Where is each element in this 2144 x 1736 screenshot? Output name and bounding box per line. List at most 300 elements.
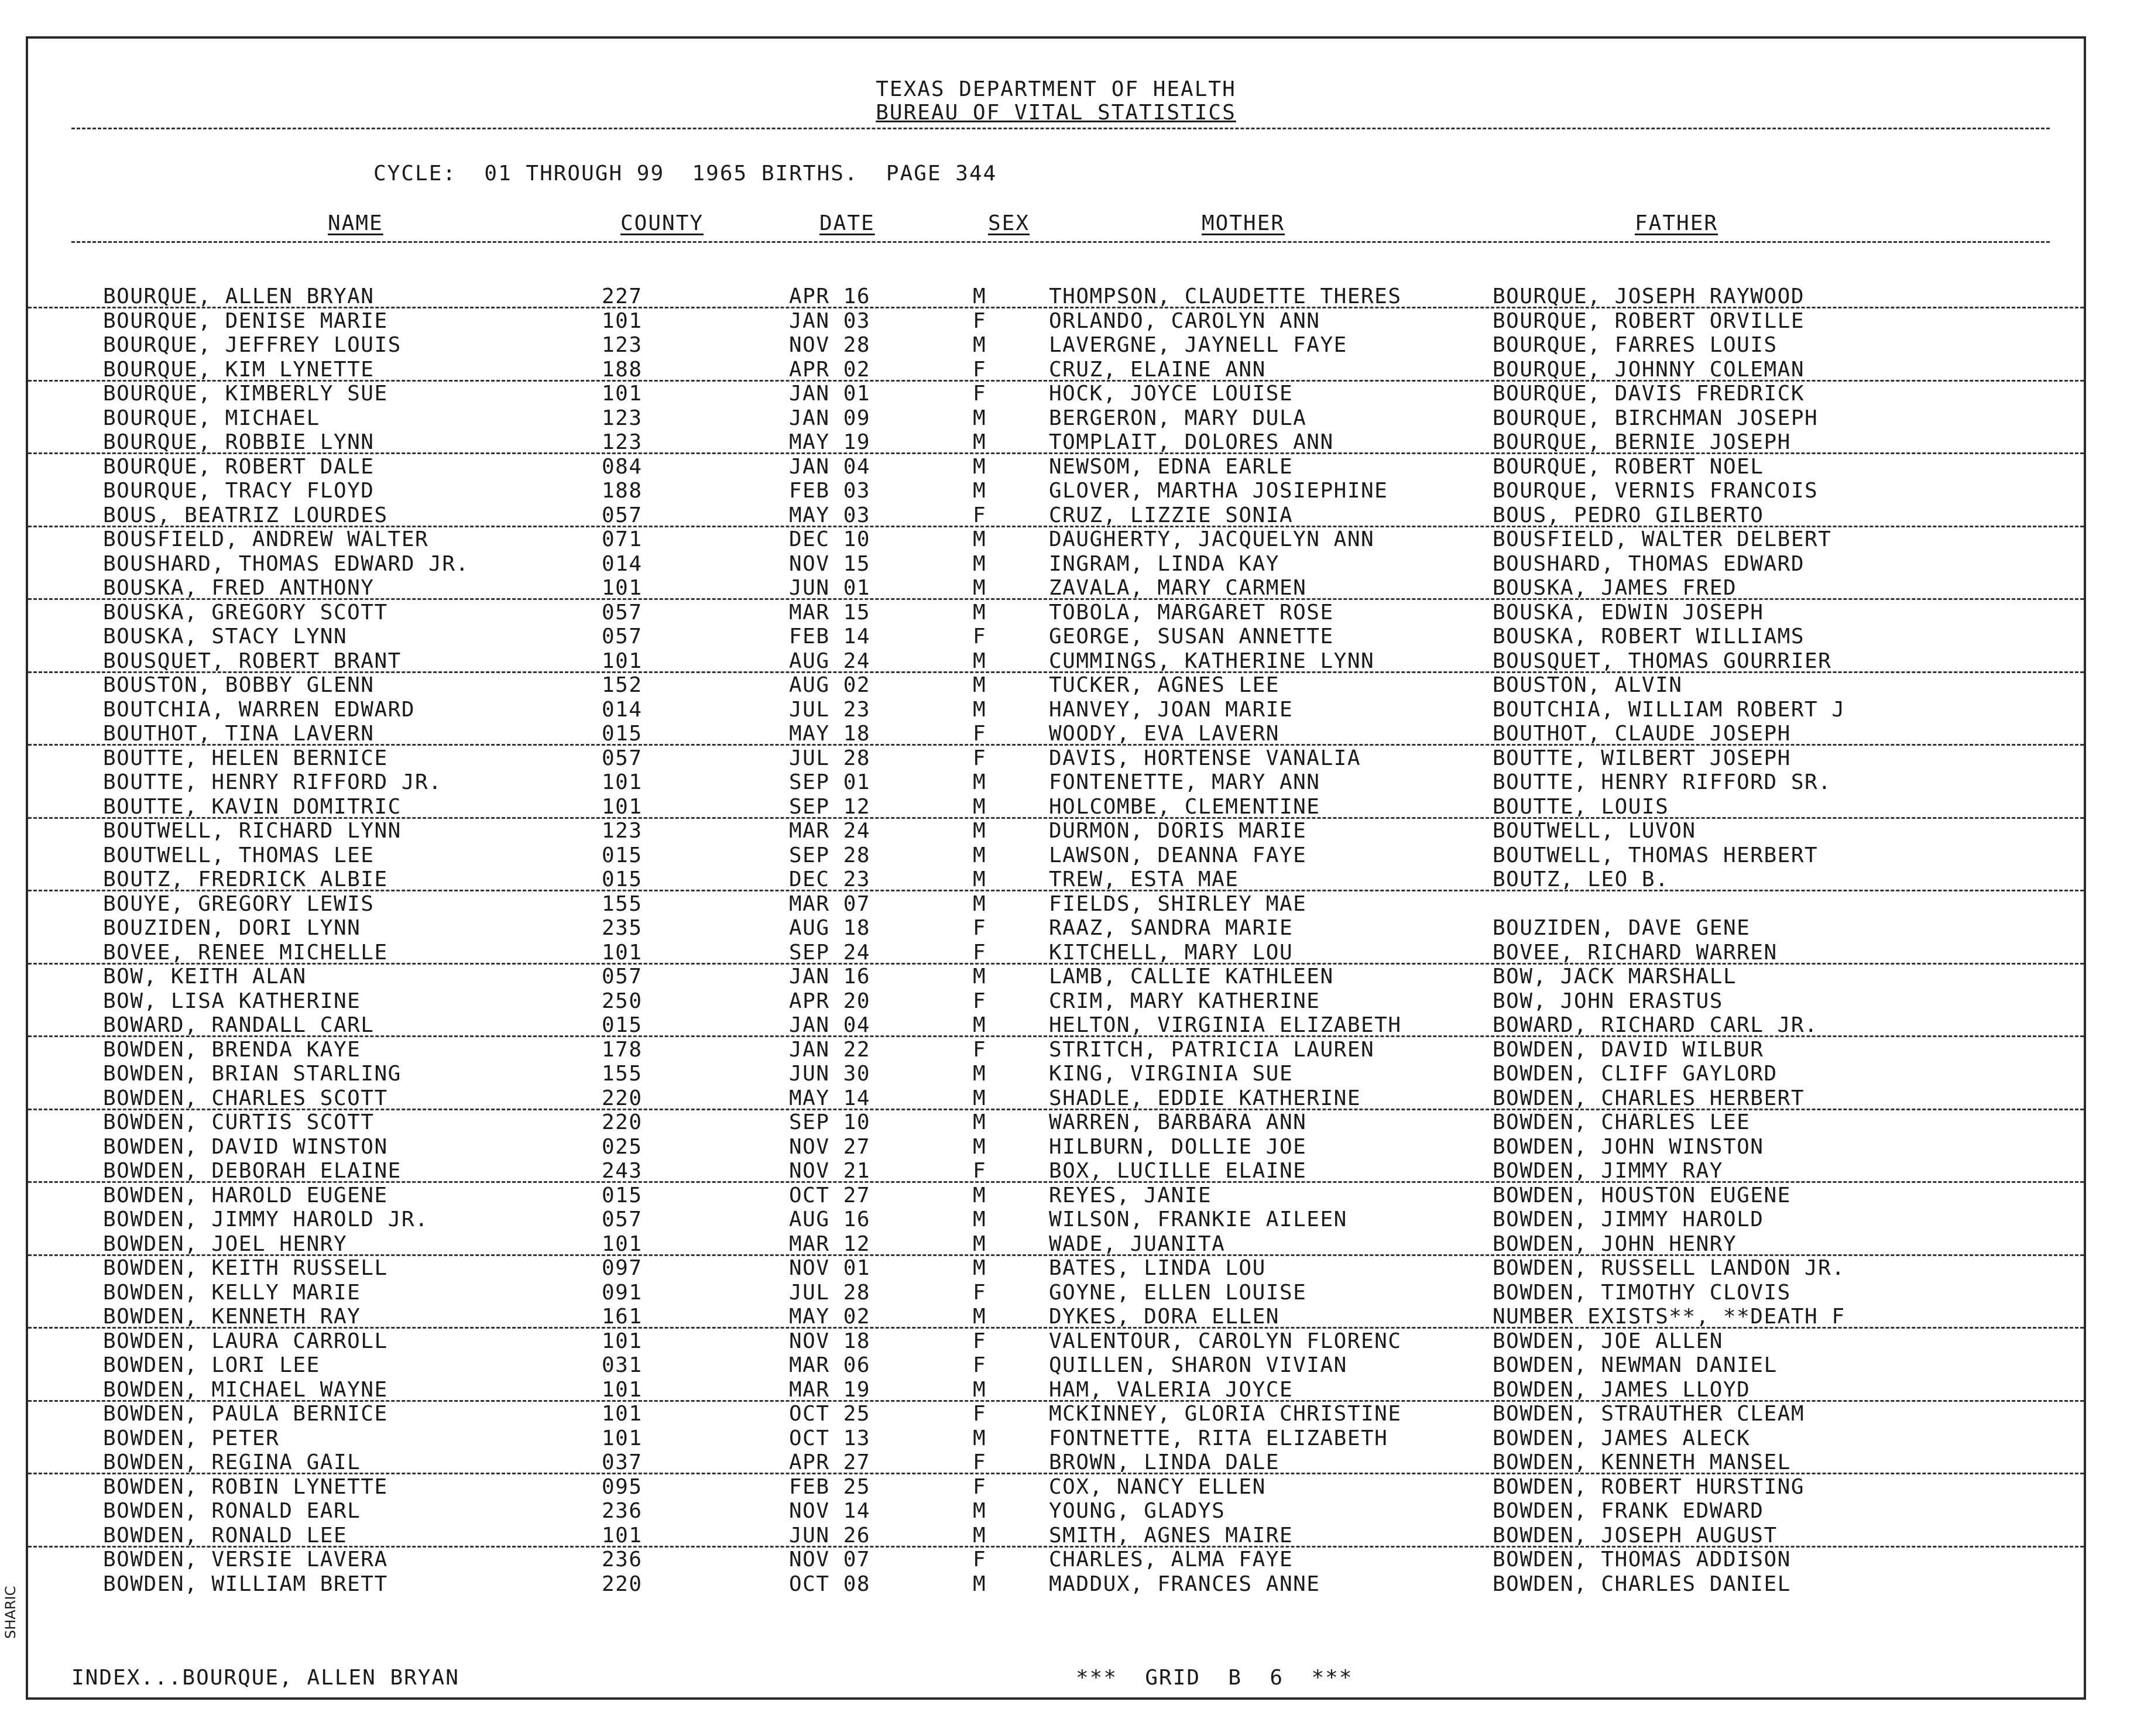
record-date: JAN 04 bbox=[789, 454, 871, 479]
record-sex: F bbox=[973, 1450, 987, 1474]
record-sex: F bbox=[973, 1280, 987, 1305]
record-mother: WARREN, BARBARA ANN bbox=[1049, 1110, 1307, 1134]
record-father: BOW, JACK MARSHALL bbox=[1493, 965, 1737, 989]
record-row bbox=[28, 1207, 2084, 1231]
record-name: BOWDEN, RONALD EARL bbox=[103, 1499, 361, 1523]
record-date: JUL 23 bbox=[789, 697, 871, 722]
record-row bbox=[28, 892, 2084, 916]
record-sex: M bbox=[973, 1183, 987, 1207]
record-county: 123 bbox=[602, 430, 643, 454]
record-sex: F bbox=[973, 357, 987, 382]
record-father: BOWDEN, NEWMAN DANIEL bbox=[1493, 1353, 1778, 1377]
col-header-date: DATE bbox=[819, 211, 875, 235]
record-mother: BERGERON, MARY DULA bbox=[1049, 406, 1307, 430]
record-county: 057 bbox=[602, 746, 643, 770]
record-county: 101 bbox=[602, 1377, 643, 1402]
record-father: BOUSKA, JAMES FRED bbox=[1493, 576, 1737, 600]
record-row bbox=[28, 1329, 2084, 1353]
record-sex: M bbox=[973, 794, 987, 819]
record-name: BOWDEN, ROBIN LYNETTE bbox=[103, 1474, 388, 1499]
col-header-father: FATHER bbox=[1635, 211, 1718, 235]
record-mother: TREW, ESTA MAE bbox=[1049, 867, 1239, 891]
record-father: BOURQUE, ROBERT NOEL bbox=[1493, 454, 1764, 479]
record-mother: BATES, LINDA LOU bbox=[1049, 1256, 1266, 1280]
record-mother: HOLCOMBE, CLEMENTINE bbox=[1049, 794, 1320, 819]
record-sex: M bbox=[973, 673, 987, 697]
record-mother: LAMB, CALLIE KATHLEEN bbox=[1049, 965, 1334, 989]
record-sex: M bbox=[973, 1231, 987, 1256]
record-county: 250 bbox=[602, 989, 643, 1013]
record-row bbox=[28, 1548, 2084, 1572]
record-row bbox=[28, 601, 2084, 625]
record-mother: TOBOLA, MARGARET ROSE bbox=[1049, 600, 1334, 625]
bureau-title: BUREAU OF VITAL STATISTICS bbox=[876, 101, 1236, 125]
record-county: 101 bbox=[602, 770, 643, 794]
record-mother: MADDUX, FRANCES ANNE bbox=[1049, 1572, 1320, 1596]
record-row bbox=[28, 406, 2084, 430]
record-mother: ZAVALA, MARY CARMEN bbox=[1049, 576, 1307, 600]
record-sex: M bbox=[973, 1377, 987, 1402]
record-father: BOWDEN, DAVID WILBUR bbox=[1493, 1037, 1764, 1062]
record-date: SEP 28 bbox=[789, 843, 871, 867]
record-row bbox=[28, 770, 2084, 794]
record-county: 097 bbox=[602, 1256, 643, 1280]
record-mother: NEWSOM, EDNA EARLE bbox=[1049, 454, 1294, 479]
record-sex: M bbox=[973, 479, 987, 503]
record-county: 057 bbox=[602, 625, 643, 649]
record-date: SEP 12 bbox=[789, 794, 871, 819]
record-father: BOUS, PEDRO GILBERTO bbox=[1493, 503, 1764, 527]
record-date: OCT 13 bbox=[789, 1426, 871, 1450]
record-mother: VALENTOUR, CAROLYN FLORENC bbox=[1049, 1329, 1402, 1353]
document-frame bbox=[26, 36, 2086, 1700]
record-date: DEC 10 bbox=[789, 527, 871, 551]
record-row bbox=[28, 455, 2084, 479]
record-row bbox=[28, 1086, 2084, 1110]
record-county: 015 bbox=[602, 867, 643, 891]
record-name: BOUSTON, BOBBY GLENN bbox=[103, 673, 375, 697]
record-county: 031 bbox=[602, 1353, 643, 1377]
record-sex: M bbox=[973, 697, 987, 722]
record-county: 014 bbox=[602, 697, 643, 722]
record-sex: F bbox=[973, 1329, 987, 1353]
record-father: BOWDEN, FRANK EDWARD bbox=[1493, 1499, 1764, 1523]
record-sex: M bbox=[973, 1499, 987, 1523]
record-date: NOV 27 bbox=[789, 1134, 871, 1159]
record-mother: HAM, VALERIA JOYCE bbox=[1049, 1377, 1294, 1402]
record-mother: STRITCH, PATRICIA LAUREN bbox=[1049, 1037, 1375, 1062]
record-row bbox=[28, 916, 2084, 940]
record-sex: F bbox=[973, 916, 987, 940]
record-county: 155 bbox=[602, 891, 643, 916]
record-name: BOUTTE, HENRY RIFFORD JR. bbox=[103, 770, 442, 794]
record-name: BOWDEN, CURTIS SCOTT bbox=[103, 1110, 375, 1134]
record-mother: WILSON, FRANKIE AILEEN bbox=[1049, 1207, 1347, 1231]
record-row bbox=[28, 795, 2084, 819]
record-name: BOURQUE, ROBBIE LYNN bbox=[103, 430, 375, 454]
record-county: 101 bbox=[602, 1523, 643, 1548]
record-name: BOURQUE, KIMBERLY SUE bbox=[103, 382, 388, 406]
record-father: BOWDEN, JAMES LLOYD bbox=[1493, 1377, 1751, 1402]
record-county: 015 bbox=[602, 722, 643, 746]
record-date: MAR 07 bbox=[789, 891, 871, 916]
record-father: BOUZIDEN, DAVE GENE bbox=[1493, 916, 1751, 940]
record-father: BOUTWELL, THOMAS HERBERT bbox=[1493, 843, 1819, 867]
record-date: NOV 21 bbox=[789, 1159, 871, 1183]
record-row bbox=[28, 819, 2084, 843]
record-row bbox=[28, 1402, 2084, 1426]
record-mother: FONTENETTE, MARY ANN bbox=[1049, 770, 1320, 794]
record-father: BOUTWELL, LUVON bbox=[1493, 819, 1696, 843]
record-mother: LAWSON, DEANNA FAYE bbox=[1049, 843, 1307, 867]
record-county: 101 bbox=[602, 308, 643, 333]
record-row bbox=[28, 552, 2084, 576]
record-father: BOWDEN, JOE ALLEN bbox=[1493, 1329, 1723, 1353]
record-father: BOWDEN, TIMOTHY CLOVIS bbox=[1493, 1280, 1791, 1305]
col-header-county: COUNTY bbox=[620, 211, 704, 235]
record-name: BOUSHARD, THOMAS EDWARD JR. bbox=[103, 551, 469, 576]
record-row bbox=[28, 673, 2084, 697]
record-date: MAY 18 bbox=[789, 722, 871, 746]
record-name: BOWDEN, BRIAN STARLING bbox=[103, 1062, 402, 1086]
record-sex: M bbox=[973, 1086, 987, 1110]
record-sex: F bbox=[973, 382, 987, 406]
record-date: MAR 12 bbox=[789, 1231, 871, 1256]
record-date: AUG 18 bbox=[789, 916, 871, 940]
record-date: APR 02 bbox=[789, 357, 871, 382]
record-county: 235 bbox=[602, 916, 643, 940]
record-father: BOWDEN, CLIFF GAYLORD bbox=[1493, 1062, 1778, 1086]
record-county: 161 bbox=[602, 1305, 643, 1329]
record-date: APR 27 bbox=[789, 1450, 871, 1474]
record-name: BOWDEN, LAURA CARROLL bbox=[103, 1329, 388, 1353]
record-date: NOV 15 bbox=[789, 551, 871, 576]
record-date: MAY 14 bbox=[789, 1086, 871, 1110]
record-date: NOV 18 bbox=[789, 1329, 871, 1353]
record-sex: M bbox=[973, 1207, 987, 1231]
record-county: 220 bbox=[602, 1572, 643, 1596]
record-mother: BOX, LUCILLE ELAINE bbox=[1049, 1159, 1307, 1183]
record-name: BOUZIDEN, DORI LYNN bbox=[103, 916, 361, 940]
record-row bbox=[28, 1232, 2084, 1256]
record-county: 057 bbox=[602, 600, 643, 625]
record-father: BOUSKA, EDWIN JOSEPH bbox=[1493, 600, 1764, 625]
record-mother: RAAZ, SANDRA MARIE bbox=[1049, 916, 1294, 940]
record-mother: KITCHELL, MARY LOU bbox=[1049, 940, 1294, 965]
record-row bbox=[28, 1281, 2084, 1305]
record-name: BOUTHOT, TINA LAVERN bbox=[103, 722, 375, 746]
record-mother: SHADLE, EDDIE KATHERINE bbox=[1049, 1086, 1361, 1110]
record-mother: COX, NANCY ELLEN bbox=[1049, 1474, 1266, 1499]
record-county: 101 bbox=[602, 1329, 643, 1353]
record-row bbox=[28, 382, 2084, 406]
column-header-rule bbox=[71, 241, 2050, 243]
record-name: BOWDEN, JOEL HENRY bbox=[103, 1231, 348, 1256]
record-name: BOWARD, RANDALL CARL bbox=[103, 1013, 375, 1037]
record-father: BOWDEN, CHARLES DANIEL bbox=[1493, 1572, 1791, 1596]
record-sex: F bbox=[973, 308, 987, 333]
record-name: BOURQUE, JEFFREY LOUIS bbox=[103, 333, 402, 357]
record-mother: HANVEY, JOAN MARIE bbox=[1049, 697, 1294, 722]
record-mother: CHARLES, ALMA FAYE bbox=[1049, 1548, 1294, 1572]
record-name: BOWDEN, WILLIAM BRETT bbox=[103, 1572, 388, 1596]
record-row bbox=[28, 1475, 2084, 1499]
record-date: JUN 30 bbox=[789, 1062, 871, 1086]
record-father: BOUSQUET, THOMAS GOURRIER bbox=[1493, 649, 1832, 673]
record-mother: ORLANDO, CAROLYN ANN bbox=[1049, 308, 1320, 333]
record-county: 101 bbox=[602, 382, 643, 406]
record-date: JUL 28 bbox=[789, 1280, 871, 1305]
record-father: BOWDEN, RUSSELL LANDON JR. bbox=[1493, 1256, 1845, 1280]
record-sex: M bbox=[973, 1523, 987, 1548]
record-sex: M bbox=[973, 551, 987, 576]
record-father: BOUSKA, ROBERT WILLIAMS bbox=[1493, 625, 1805, 649]
record-row bbox=[28, 746, 2084, 770]
record-sex: M bbox=[973, 1426, 987, 1450]
record-county: 071 bbox=[602, 527, 643, 551]
record-mother: LAVERGNE, JAYNELL FAYE bbox=[1049, 333, 1347, 357]
record-row bbox=[28, 1305, 2084, 1329]
record-father: BOW, JOHN ERASTUS bbox=[1493, 989, 1723, 1013]
record-sex: M bbox=[973, 891, 987, 916]
record-father: BOURQUE, JOHNNY COLEMAN bbox=[1493, 357, 1805, 382]
record-row bbox=[28, 527, 2084, 551]
record-row bbox=[28, 430, 2084, 454]
record-name: BOWDEN, MICHAEL WAYNE bbox=[103, 1377, 388, 1402]
col-header-mother: MOTHER bbox=[1202, 211, 1285, 235]
record-name: BOWDEN, VERSIE LAVERA bbox=[103, 1548, 388, 1572]
record-mother: QUILLEN, SHARON VIVIAN bbox=[1049, 1353, 1347, 1377]
record-mother: GEORGE, SUSAN ANNETTE bbox=[1049, 625, 1334, 649]
record-name: BOVEE, RENEE MICHELLE bbox=[103, 940, 388, 965]
record-county: 227 bbox=[602, 284, 643, 308]
record-county: 084 bbox=[602, 454, 643, 479]
record-mother: MCKINNEY, GLORIA CHRISTINE bbox=[1049, 1402, 1402, 1426]
record-date: JAN 03 bbox=[789, 308, 871, 333]
record-date: FEB 25 bbox=[789, 1474, 871, 1499]
grid-footer: *** GRID B 6 *** bbox=[1076, 1666, 1353, 1690]
record-father: BOWDEN, JOSEPH AUGUST bbox=[1493, 1523, 1778, 1548]
record-father: BOUTTE, LOUIS bbox=[1493, 794, 1669, 819]
record-county: 095 bbox=[602, 1474, 643, 1499]
record-name: BOURQUE, MICHAEL bbox=[103, 406, 320, 430]
record-row bbox=[28, 479, 2084, 503]
record-father: BOUTCHIA, WILLIAM ROBERT J bbox=[1493, 697, 1845, 722]
record-date: OCT 27 bbox=[789, 1183, 871, 1207]
record-father: BOWDEN, HOUSTON EUGENE bbox=[1493, 1183, 1791, 1207]
record-name: BOWDEN, CHARLES SCOTT bbox=[103, 1086, 388, 1110]
index-footer: INDEX...BOURQUE, ALLEN BRYAN bbox=[71, 1666, 459, 1690]
record-sex: M bbox=[973, 600, 987, 625]
record-father: NUMBER EXISTS**, **DEATH F bbox=[1493, 1305, 1845, 1329]
record-county: 057 bbox=[602, 503, 643, 527]
header-rule bbox=[71, 128, 2050, 129]
record-father: BOUTHOT, CLAUDE JOSEPH bbox=[1493, 722, 1791, 746]
record-father: BOWARD, RICHARD CARL JR. bbox=[1493, 1013, 1819, 1037]
record-name: BOUYE, GREGORY LEWIS bbox=[103, 891, 375, 916]
record-sex: M bbox=[973, 1013, 987, 1037]
record-row bbox=[28, 309, 2084, 333]
record-row bbox=[28, 625, 2084, 649]
record-sex: M bbox=[973, 1110, 987, 1134]
record-date: FEB 03 bbox=[789, 479, 871, 503]
record-row bbox=[28, 649, 2084, 673]
record-sex: M bbox=[973, 284, 987, 308]
record-sex: M bbox=[973, 430, 987, 454]
record-name: BOUSKA, GREGORY SCOTT bbox=[103, 600, 388, 625]
record-sex: F bbox=[973, 746, 987, 770]
record-row bbox=[28, 358, 2084, 382]
record-sex: F bbox=[973, 1548, 987, 1572]
record-county: 243 bbox=[602, 1159, 643, 1183]
record-father: BOWDEN, KENNETH MANSEL bbox=[1493, 1450, 1791, 1474]
record-date: MAR 19 bbox=[789, 1377, 871, 1402]
record-name: BOURQUE, ALLEN BRYAN bbox=[103, 284, 375, 308]
agency-title: TEXAS DEPARTMENT OF HEALTH bbox=[876, 77, 1236, 101]
record-mother: CRUZ, ELAINE ANN bbox=[1049, 357, 1266, 382]
record-name: BOW, LISA KATHERINE bbox=[103, 989, 361, 1013]
record-sex: F bbox=[973, 1402, 987, 1426]
record-sex: M bbox=[973, 965, 987, 989]
record-county: 091 bbox=[602, 1280, 643, 1305]
record-county: 101 bbox=[602, 794, 643, 819]
record-sex: M bbox=[973, 1572, 987, 1596]
record-name: BOWDEN, REGINA GAIL bbox=[103, 1450, 361, 1474]
record-name: BOWDEN, HAROLD EUGENE bbox=[103, 1183, 388, 1207]
record-name: BOWDEN, KELLY MARIE bbox=[103, 1280, 361, 1305]
record-row bbox=[28, 722, 2084, 746]
record-date: SEP 24 bbox=[789, 940, 871, 965]
record-name: BOWDEN, LORI LEE bbox=[103, 1353, 320, 1377]
record-name: BOWDEN, DAVID WINSTON bbox=[103, 1134, 388, 1159]
record-row bbox=[28, 843, 2084, 867]
record-sex: F bbox=[973, 503, 987, 527]
col-header-name: NAME bbox=[328, 211, 383, 235]
record-mother: YOUNG, GLADYS bbox=[1049, 1499, 1226, 1523]
record-sex: M bbox=[973, 770, 987, 794]
record-county: 220 bbox=[602, 1110, 643, 1134]
record-mother: DAUGHERTY, JACQUELYN ANN bbox=[1049, 527, 1375, 551]
record-county: 101 bbox=[602, 1231, 643, 1256]
record-father: BOUSHARD, THOMAS EDWARD bbox=[1493, 551, 1805, 576]
record-sex: M bbox=[973, 1062, 987, 1086]
record-father: BOURQUE, FARRES LOUIS bbox=[1493, 333, 1778, 357]
record-date: SEP 01 bbox=[789, 770, 871, 794]
record-father: BOWDEN, CHARLES HERBERT bbox=[1493, 1086, 1805, 1110]
record-county: 188 bbox=[602, 357, 643, 382]
record-father: BOURQUE, VERNIS FRANCOIS bbox=[1493, 479, 1819, 503]
record-name: BOUSFIELD, ANDREW WALTER bbox=[103, 527, 429, 551]
record-county: 123 bbox=[602, 333, 643, 357]
record-name: BOUSQUET, ROBERT BRANT bbox=[103, 649, 402, 673]
record-father: BOURQUE, JOSEPH RAYWOOD bbox=[1493, 284, 1805, 308]
record-mother: TUCKER, AGNES LEE bbox=[1049, 673, 1279, 697]
record-name: BOWDEN, DEBORAH ELAINE bbox=[103, 1159, 402, 1183]
record-row bbox=[28, 576, 2084, 600]
record-sex: M bbox=[973, 527, 987, 551]
record-date: DEC 23 bbox=[789, 867, 871, 891]
record-name: BOWDEN, RONALD LEE bbox=[103, 1523, 348, 1548]
record-county: 101 bbox=[602, 940, 643, 965]
record-date: FEB 14 bbox=[789, 625, 871, 649]
record-sex: F bbox=[973, 989, 987, 1013]
record-county: 236 bbox=[602, 1499, 643, 1523]
record-father: BOWDEN, ROBERT HURSTING bbox=[1493, 1474, 1805, 1499]
record-mother: GOYNE, ELLEN LOUISE bbox=[1049, 1280, 1307, 1305]
record-date: AUG 02 bbox=[789, 673, 871, 697]
record-date: MAY 02 bbox=[789, 1305, 871, 1329]
record-date: NOV 07 bbox=[789, 1548, 871, 1572]
record-name: BOURQUE, KIM LYNETTE bbox=[103, 357, 375, 382]
record-date: OCT 08 bbox=[789, 1572, 871, 1596]
record-county: 236 bbox=[602, 1548, 643, 1572]
record-date: MAY 03 bbox=[789, 503, 871, 527]
record-father: BOUSFIELD, WALTER DELBERT bbox=[1493, 527, 1832, 551]
record-mother: HILBURN, DOLLIE JOE bbox=[1049, 1134, 1307, 1159]
record-row bbox=[28, 1499, 2084, 1523]
record-name: BOUTZ, FREDRICK ALBIE bbox=[103, 867, 388, 891]
record-date: JAN 04 bbox=[789, 1013, 871, 1037]
record-county: 025 bbox=[602, 1134, 643, 1159]
record-mother: DYKES, DORA ELLEN bbox=[1049, 1305, 1279, 1329]
record-date: NOV 14 bbox=[789, 1499, 871, 1523]
record-sex: F bbox=[973, 1353, 987, 1377]
record-sex: F bbox=[973, 625, 987, 649]
record-name: BOW, KEITH ALAN bbox=[103, 965, 307, 989]
record-county: 101 bbox=[602, 576, 643, 600]
record-row bbox=[28, 1110, 2084, 1134]
record-name: BOUTWELL, RICHARD LYNN bbox=[103, 819, 402, 843]
record-date: NOV 28 bbox=[789, 333, 871, 357]
record-date: APR 16 bbox=[789, 284, 871, 308]
record-county: 123 bbox=[602, 406, 643, 430]
record-sex: F bbox=[973, 940, 987, 965]
record-row bbox=[28, 1013, 2084, 1037]
record-name: BOURQUE, TRACY FLOYD bbox=[103, 479, 375, 503]
record-sex: M bbox=[973, 843, 987, 867]
record-date: AUG 16 bbox=[789, 1207, 871, 1231]
record-name: BOUTTE, KAVIN DOMITRIC bbox=[103, 794, 402, 819]
record-father: BOURQUE, ROBERT ORVILLE bbox=[1493, 308, 1805, 333]
record-date: JUL 28 bbox=[789, 746, 871, 770]
record-date: JUN 26 bbox=[789, 1523, 871, 1548]
record-mother: WOODY, EVA LAVERN bbox=[1049, 722, 1279, 746]
record-father: BOVEE, RICHARD WARREN bbox=[1493, 940, 1778, 965]
record-mother: BROWN, LINDA DALE bbox=[1049, 1450, 1279, 1474]
record-sex: M bbox=[973, 1256, 987, 1280]
record-mother: KING, VIRGINIA SUE bbox=[1049, 1062, 1294, 1086]
record-county: 014 bbox=[602, 551, 643, 576]
record-county: 015 bbox=[602, 1013, 643, 1037]
record-mother: DAVIS, HORTENSE VANALIA bbox=[1049, 746, 1361, 770]
record-row bbox=[28, 989, 2084, 1013]
record-county: 015 bbox=[602, 843, 643, 867]
record-name: BOUSKA, STACY LYNN bbox=[103, 625, 348, 649]
record-row bbox=[28, 503, 2084, 527]
record-county: 101 bbox=[602, 649, 643, 673]
record-father: BOURQUE, BERNIE JOSEPH bbox=[1493, 430, 1791, 454]
record-father: BOURQUE, DAVIS FREDRICK bbox=[1493, 382, 1805, 406]
record-father: BOUSTON, ALVIN bbox=[1493, 673, 1683, 697]
record-name: BOUSKA, FRED ANTHONY bbox=[103, 576, 375, 600]
record-sex: F bbox=[973, 722, 987, 746]
record-sex: M bbox=[973, 454, 987, 479]
record-date: JUN 01 bbox=[789, 576, 871, 600]
record-name: BOWDEN, PETER bbox=[103, 1426, 280, 1450]
record-mother: FONTNETTE, RITA ELIZABETH bbox=[1049, 1426, 1388, 1450]
record-father: BOWDEN, JIMMY HAROLD bbox=[1493, 1207, 1764, 1231]
record-name: BOWDEN, KEITH RUSSELL bbox=[103, 1256, 388, 1280]
